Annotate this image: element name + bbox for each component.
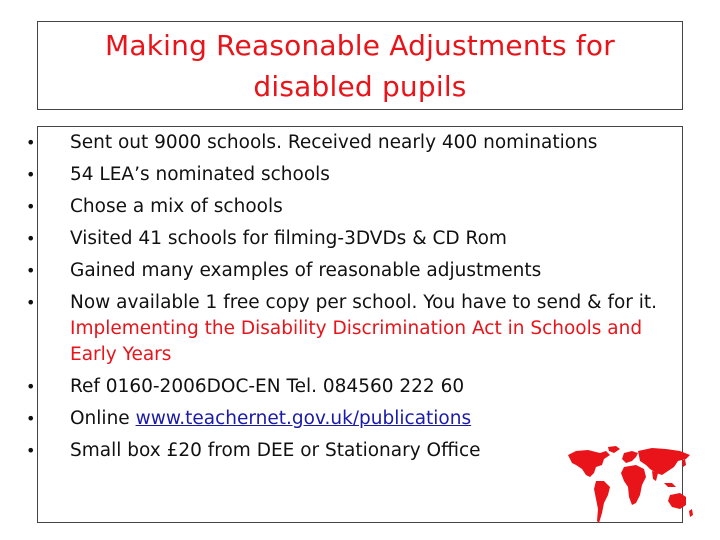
bullet-icon: •	[26, 409, 36, 428]
africa-shape	[621, 465, 646, 505]
bullet-text: Small box £20 from DEE or Stationary Office	[70, 440, 481, 461]
japan-shape	[682, 459, 686, 467]
bullet-text: Ref 0160-2006DOC-EN Tel. 084560 222 60	[70, 376, 465, 397]
bullet-icon: •	[26, 197, 36, 216]
title-box	[37, 21, 683, 110]
bullet-icon: •	[26, 261, 36, 280]
bullet-icon: •	[26, 229, 36, 248]
bullet-text: Sent out 9000 schools. Received nearly 400 nominations	[70, 132, 598, 153]
australia-shape	[668, 493, 686, 509]
bullet-icon: •	[26, 293, 36, 312]
europe-shape	[622, 451, 638, 463]
bullet-text: 54 LEA’s nominated schools	[70, 164, 330, 185]
list-item	[18, 406, 658, 432]
title-line-1: Making Reasonable Adjustments for	[105, 28, 615, 62]
south-america-shape	[594, 481, 610, 523]
list-item	[18, 194, 658, 220]
bullet-text: Visited 41 schools for filming-3DVDs & CD Rom	[70, 228, 507, 249]
indonesia-shape	[664, 483, 676, 487]
list-item	[18, 374, 658, 400]
slide-title	[105, 25, 615, 107]
bullet-list	[18, 130, 658, 464]
teachernet-link[interactable]: www.teachernet.gov.uk/publications	[135, 408, 472, 429]
list-item	[18, 130, 658, 156]
world-map-icon	[566, 445, 694, 527]
bullet-icon: •	[26, 165, 36, 184]
list-item	[18, 258, 658, 284]
list-item	[18, 162, 658, 188]
list-item	[18, 226, 658, 252]
title-line-2: disabled pupils	[253, 69, 467, 103]
bullet-text: Gained many examples of reasonable adjustments	[70, 260, 542, 281]
bullet-icon: •	[26, 441, 36, 460]
list-item	[18, 438, 658, 464]
new-zealand-shape	[689, 509, 693, 517]
list-item	[18, 290, 658, 368]
bullet-text: Chose a mix of schools	[70, 196, 283, 217]
bullet-text: Online	[70, 408, 136, 429]
bullet-text: Now available 1 free copy per school. You have to send & for it.	[70, 292, 658, 313]
bullet-icon: •	[26, 133, 36, 152]
north-america-shape	[568, 450, 610, 477]
greenland-shape	[608, 446, 620, 453]
bullet-icon: •	[26, 377, 36, 396]
publication-title: Implementing the Disability Discrimination Act in Schools and Early Years	[70, 318, 643, 365]
